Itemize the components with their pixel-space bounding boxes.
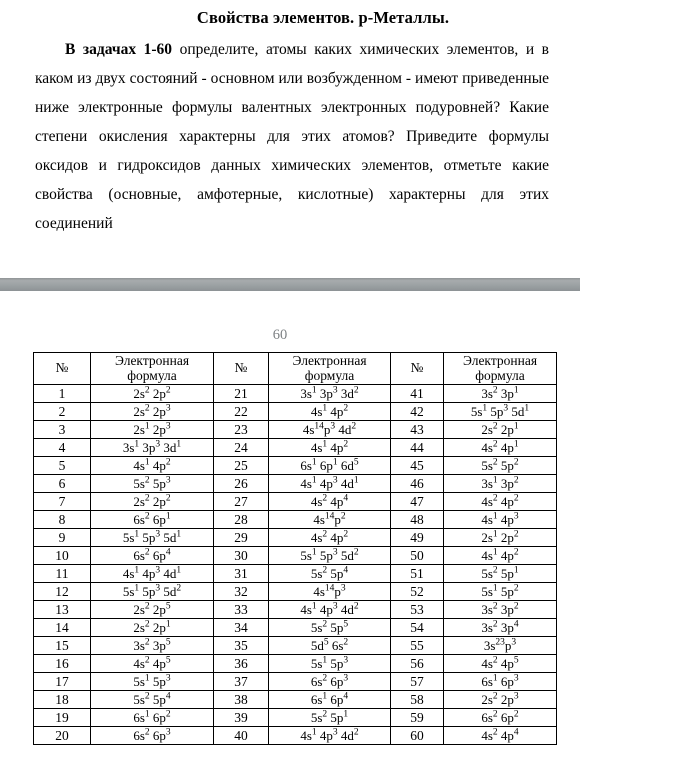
- problem-number-cell: 27: [214, 493, 269, 511]
- formula-cell: $4s^2$ $4p^2$: [269, 529, 391, 547]
- formula-cell: $2s^2$ $2p^1$: [91, 619, 214, 637]
- formula-cell: $5s^2$ $5p^5$: [269, 619, 391, 637]
- formula-cell: $4s^1$ $4p^2$: [269, 403, 391, 421]
- problem-number-cell: 47: [391, 493, 444, 511]
- problem-number-cell: 12: [34, 583, 91, 601]
- page-number: 60: [272, 327, 288, 343]
- problem-number-cell: 53: [391, 601, 444, 619]
- formula-cell: $2s^2$ $2p^5$: [91, 601, 214, 619]
- problem-number-cell: 31: [214, 565, 269, 583]
- problem-number-cell: 6: [34, 475, 91, 493]
- formula-cell: $6s^1$ $6p^4$: [269, 691, 391, 709]
- problem-number-cell: 22: [214, 403, 269, 421]
- problem-number-cell: 43: [391, 421, 444, 439]
- table-header-row: [34, 353, 557, 385]
- formula-cell: $2s^1$ $2p^3$: [91, 421, 214, 439]
- problem-number-cell: 42: [391, 403, 444, 421]
- intro-text: определите, атомы каких химических элементов, и в каком из двух состояний - основном или возбужденном - имеют приведенные ниже электронные формулы валентных электронных подуровней? Какие степени окисления характерны для этих атомов? Приведите формулы оксидов и гидроксидов данных химических элементов, отметьте какие свойства (основные, амфотерные, кислотные) характерны для этих соединений: [35, 41, 549, 232]
- formula-cell: $3s^1$ $3p^3$ $3d^1$: [91, 439, 214, 457]
- formula-column-header: Электронная формула: [269, 353, 391, 385]
- problem-number-cell: 39: [214, 709, 269, 727]
- formula-cell: $5s^2$ $5p^1$: [444, 565, 557, 583]
- formula-cell: $2s^2$ $2p^1$: [444, 421, 557, 439]
- formula-cell: $4s^1$ $4p^3$ $4d^2$: [269, 727, 391, 745]
- problem-number-cell: 17: [34, 673, 91, 691]
- problem-number-cell: 23: [214, 421, 269, 439]
- formula-cell: $4s^1$ $4p^3$ $4d^2$: [269, 601, 391, 619]
- formula-cell: $2s^2$ $2p^2$: [91, 385, 214, 403]
- formula-cell: $4s^1$ $4p^2$: [444, 547, 557, 565]
- problem-number-cell: 2: [34, 403, 91, 421]
- formula-cell: $5s^1$ $5p^3$ $5d^1$: [91, 529, 214, 547]
- intro-bold-lead: В задачах 1-60: [65, 41, 173, 58]
- formula-cell: $5s^1$ $5p^3$ $5d^2$: [91, 583, 214, 601]
- table-row: [34, 439, 557, 457]
- formula-cell: $4s^1$ $4p^3$ $4d^1$: [269, 475, 391, 493]
- formula-cell: $3s^2$ $3p^2$: [444, 601, 557, 619]
- table-row: [34, 637, 557, 655]
- table-row: [34, 691, 557, 709]
- problem-number-cell: 48: [391, 511, 444, 529]
- formula-cell: $4s^2$ $4p^5$: [444, 655, 557, 673]
- page-title: Свойства элементов. p-Металлы.: [196, 8, 450, 27]
- problem-number-cell: 4: [34, 439, 91, 457]
- formula-cell: $4s^2$ $4p^4$: [269, 493, 391, 511]
- table-row: [34, 727, 557, 745]
- problem-number-cell: 33: [214, 601, 269, 619]
- problem-number-cell: 5: [34, 457, 91, 475]
- problem-number-cell: 28: [214, 511, 269, 529]
- problem-number-cell: 19: [34, 709, 91, 727]
- problem-number-cell: 24: [214, 439, 269, 457]
- formula-cell: $4s^2$ $4p^2$: [444, 493, 557, 511]
- formula-cell: $2s^2$ $2p^2$: [91, 493, 214, 511]
- problem-number-cell: 35: [214, 637, 269, 655]
- table-row: [34, 457, 557, 475]
- formula-cell: $5s^2$ $5p^2$: [444, 457, 557, 475]
- number-column-header: №: [214, 353, 269, 385]
- problem-number-cell: 32: [214, 583, 269, 601]
- formula-cell: $5d^5$ $6s^2$: [269, 637, 391, 655]
- problem-number-cell: 1: [34, 385, 91, 403]
- problem-number-cell: 44: [391, 439, 444, 457]
- problem-number-cell: 3: [34, 421, 91, 439]
- problem-number-cell: 40: [214, 727, 269, 745]
- number-column-header: №: [391, 353, 444, 385]
- problem-number-cell: 49: [391, 529, 444, 547]
- problem-number-cell: 56: [391, 655, 444, 673]
- problem-number-cell: 18: [34, 691, 91, 709]
- formula-cell: $3s^{23}p^3$: [444, 637, 557, 655]
- formula-cell: $3s^1$ $3p^2$: [444, 475, 557, 493]
- problem-number-cell: 20: [34, 727, 91, 745]
- problem-number-cell: 16: [34, 655, 91, 673]
- formula-cell: $2s^1$ $2p^2$: [444, 529, 557, 547]
- formula-cell: $2s^2$ $2p^3$: [91, 403, 214, 421]
- formula-cell: $5s^1$ $5p^2$: [444, 583, 557, 601]
- problem-number-cell: 45: [391, 457, 444, 475]
- formula-cell: $5s^2$ $5p^4$: [269, 565, 391, 583]
- table-row: [34, 403, 557, 421]
- formula-cell: $4s^2$ $4p^1$: [444, 439, 557, 457]
- formula-cell: $6s^2$ $6p^2$: [444, 709, 557, 727]
- problem-number-cell: 37: [214, 673, 269, 691]
- formula-cell: $5s^1$ $5p^3$ $5d^2$: [269, 547, 391, 565]
- problem-number-cell: 55: [391, 637, 444, 655]
- problem-number-cell: 11: [34, 565, 91, 583]
- problem-number-cell: 59: [391, 709, 444, 727]
- formula-cell: $3s^1$ $3p^3$ $3d^2$: [269, 385, 391, 403]
- problem-number-cell: 21: [214, 385, 269, 403]
- table-row: [34, 511, 557, 529]
- problem-number-cell: 51: [391, 565, 444, 583]
- formula-column-header: Электронная формула: [91, 353, 214, 385]
- problem-number-cell: 29: [214, 529, 269, 547]
- formula-cell: $5s^2$ $5p^3$: [91, 475, 214, 493]
- problem-number-cell: 41: [391, 385, 444, 403]
- table-row: [34, 475, 557, 493]
- table-row: [34, 385, 557, 403]
- formula-cell: $4s^{14}p^2$: [269, 511, 391, 529]
- table-row: [34, 709, 557, 727]
- table-row: [34, 565, 557, 583]
- formula-cell: $4s^2$ $4p^5$: [91, 655, 214, 673]
- problem-number-cell: 25: [214, 457, 269, 475]
- intro-paragraph: [35, 35, 549, 238]
- formula-cell: $3s^2$ $3p^5$: [91, 637, 214, 655]
- problem-number-cell: 60: [391, 727, 444, 745]
- formula-cell: $5s^1$ $5p^3$: [91, 673, 214, 691]
- problem-number-cell: 26: [214, 475, 269, 493]
- formula-cell: $3s^2$ $3p^4$: [444, 619, 557, 637]
- formula-table-body: [34, 385, 557, 745]
- problem-number-cell: 14: [34, 619, 91, 637]
- formula-cell: $4s^1$ $4p^2$: [91, 457, 214, 475]
- problem-number-cell: 13: [34, 601, 91, 619]
- formula-cell: $4s^1$ $4p^3$: [444, 511, 557, 529]
- problem-number-cell: 7: [34, 493, 91, 511]
- formula-cell: $4s^{14}p^3$: [269, 583, 391, 601]
- formula-cell: $6s^1$ $6p^1$ $6d^5$: [269, 457, 391, 475]
- problem-number-cell: 9: [34, 529, 91, 547]
- formula-cell: $6s^2$ $6p^4$: [91, 547, 214, 565]
- table-row: [34, 619, 557, 637]
- formula-cell: $4s^1$ $4p^2$: [269, 439, 391, 457]
- number-column-header: №: [34, 353, 91, 385]
- formula-cell: $4s^1$ $4p^3$ $4d^1$: [91, 565, 214, 583]
- formula-column-header: Электронная формула: [444, 353, 557, 385]
- formula-cell: $4s^{14}p^3$ $4d^2$: [269, 421, 391, 439]
- formula-cell: $6s^2$ $6p^3$: [269, 673, 391, 691]
- table-row: [34, 583, 557, 601]
- formula-cell: $4s^2$ $4p^4$: [444, 727, 557, 745]
- formula-cell: $5s^1$ $5p^3$ $5d^1$: [444, 403, 557, 421]
- problem-number-cell: 58: [391, 691, 444, 709]
- table-row: [34, 655, 557, 673]
- problem-number-cell: 8: [34, 511, 91, 529]
- formula-cell: $6s^2$ $6p^3$: [91, 727, 214, 745]
- formula-table: [33, 352, 557, 745]
- formula-cell: $5s^2$ $5p^1$: [269, 709, 391, 727]
- problem-number-cell: 50: [391, 547, 444, 565]
- problem-number-cell: 15: [34, 637, 91, 655]
- problem-number-cell: 36: [214, 655, 269, 673]
- problem-number-cell: 34: [214, 619, 269, 637]
- formula-cell: $6s^1$ $6p^2$: [91, 709, 214, 727]
- formula-cell: $5s^2$ $5p^4$: [91, 691, 214, 709]
- table-row: [34, 421, 557, 439]
- formula-cell: $6s^2$ $6p^1$: [91, 511, 214, 529]
- formula-cell: $2s^2$ $2p^3$: [444, 691, 557, 709]
- problem-number-cell: 30: [214, 547, 269, 565]
- problem-number-cell: 54: [391, 619, 444, 637]
- page-break-bar: [0, 278, 580, 291]
- table-row: [34, 547, 557, 565]
- table-row: [34, 673, 557, 691]
- table-row: [34, 493, 557, 511]
- table-row: [34, 529, 557, 547]
- problem-number-cell: 38: [214, 691, 269, 709]
- table-row: [34, 601, 557, 619]
- problem-number-cell: 57: [391, 673, 444, 691]
- formula-cell: $6s^1$ $6p^3$: [444, 673, 557, 691]
- problem-number-cell: 46: [391, 475, 444, 493]
- problem-number-cell: 52: [391, 583, 444, 601]
- problem-number-cell: 10: [34, 547, 91, 565]
- formula-cell: $5s^1$ $5p^3$: [269, 655, 391, 673]
- formula-cell: $3s^2$ $3p^1$: [444, 385, 557, 403]
